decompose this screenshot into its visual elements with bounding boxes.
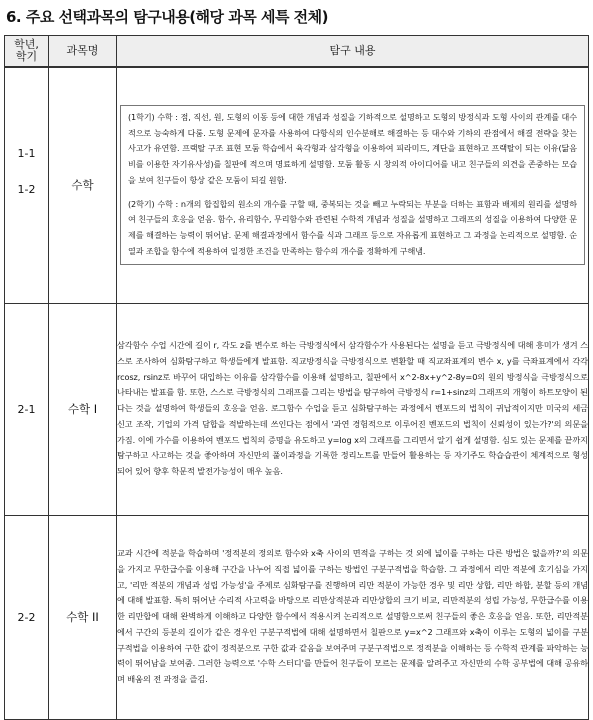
content-paragraph: (2학기) 수학 : n개의 합집합의 원소의 개수를 구할 때, 중복되는 것을 빼고 누락되는 부분을 더하는 표함과 배제의 원리를 설명하여 친구들의 호응을 얻음. 함수, 유리함수, 무리함수와 관련된 수학적 개념과 성질을 설명하고 그래프의 성질을 이용하여 다양한 문제를 해결하는 능력이 뛰어남. 문제 해결과정에서 함수를 식과 그래프 등으로 자유롭게 표현하고 그 과정을 논리적으로 설명함. 순열과 조합을 함수에 적용하여 일정한 조건을 만족하는 함수의 개수를 정확하게 구해냄.: [128, 198, 577, 256]
content-cell: 교과 시간에 적분을 학습하며 '정적분의 정의로 함수와 x축 사이의 면적을 구하는 것 외에 넓이를 구하는 다른 방법은 없을까?'의 의문을 가지고 무한급수를 이용해 구간을 나누어 직접 넓이를 구하는 방법인 구분구적법을 학습함. 그 과정에서 리만 적분에 호기심을 가지고, '리만 적분의 개념과 성립 가능성'을 주제로 심화탐구를 진행하며 리만 적분이 가능한 경우 및 리만 상합, 리만 하합, 분할 등의 개념에 대해 발표함. 특히 뛰어난 수리적 사고력을 바탕으로 리만상적분과 리만상합의 크기 비교, 리만적분의 성립 가능성, 무한급수를 이용한 리만합에 대해 완벽하게 이해하고 다양한 함수에서 적용시켜 논리적으로 설명함으로써 친구들의 좋은 호응을 얻음. 또한, 리만적분에서 구간의 등분의 길이가 같은 경우인 구분구적법에 대해 설명하면서 칠판으로 y=x^2 그래프와 x축이 이루는 도형의 넓이를 구분구적법을 이용하여 구한 값이 정적분으로 구한 값과 같음을 보여주며 구분구적법으로 정적분을 이해하는 등 수학적 관계를 파악하는 능력이 뛰어남을 보여줌. 그러한 능력으로 '수학 스터디'를 만들어 친구들이 모르는 문제를 알려주고 자신만의 수학 공부법에 대해 공유하며 배움의 전 과정을 즐김.: [117, 515, 589, 719]
subject-cell: 수학: [49, 67, 117, 303]
term-cell: 2-2: [5, 515, 49, 719]
header-term: [5, 36, 49, 68]
table-row: [5, 303, 589, 515]
inquiry-table: [4, 35, 589, 720]
header-content: 탐구 내용: [117, 36, 589, 68]
subject-cell: 수학 I: [49, 303, 117, 515]
content-box: [120, 105, 585, 265]
table-row: [5, 67, 589, 303]
term-label: 1-1: [17, 147, 36, 160]
table-header-row: [5, 36, 589, 68]
table-row: [5, 515, 589, 719]
content-cell: [117, 67, 589, 303]
subject-cell: 수학 II: [49, 515, 117, 719]
term-label: 1-2: [17, 183, 36, 196]
header-subject: 과목명: [49, 36, 117, 68]
term-cell: [5, 67, 49, 303]
section-heading: 6. 주요 선택과목의 탐구내용(해당 과목 세특 전체): [6, 8, 328, 26]
content-cell: 삼각함수 수업 시간에 길이 r, 각도 z를 변수로 하는 극방정식에서 삼각함수가 사용된다는 설명을 듣고 극방정식에 대해 흥미가 생겨 스스로 조사하여 심화탐구하고 학생들에게 발표함. 직교방정식을 극방정식으로 변환할 때 직교좌표계의 변수 x, y를 극좌표계에서 각각 rcosz, rsinz로 바꾸어 대입하는 이유를 삼각함수를 이용해 설명하고, 칠판에서 x^2-8x+y^2-8y=0의 원의 방정식을 극방정식으로 나타내는 발표를 함. 또한, 스스로 극방정식의 그래프를 그리는 방법을 탐구하여 극방정식 r=1+sinz의 그래프의 개형이 하트모양이 된다는 것을 설명하여 학생들의 호응을 얻음. 로그함수 수업을 듣고 심화탐구하는 과정에서 벤포드의 법칙이 귀납적이지만 미국의 세금 신고 조작, 기업의 가격 담합을 적발하는데 쓰인다는 점에서 '과연 경험적으로 이루어진 벤포드의 법칙이 신뢰성이 있는가?'의 의문을 가짐. 이에 가수를 이용하여 벤포드 법칙의 증명을 유도하고 y=log x의 그래프를 그리면서 알기 쉽게 설명함. 심도 있는 문제를 끝까지 탐구하고 사고하는 것을 좋아하며 자신만의 풀이과정을 기록한 정리노트를 만들어 활용하는 등 자기주도 학습습관이 체계적으로 형성되어 있어 향후 학문적 발전가능성이 매우 높음.: [117, 303, 589, 515]
content-paragraph: (1학기) 수학 : 점, 직선, 원, 도형의 이동 등에 대한 개념과 성질을 기하적으로 설명하고 도형의 방정식과 도형 사이의 관계를 대수적으로 능숙하게 다룸. 도형 문제에 문자를 사용하여 다항식의 인수분해로 해결하는 등 대수와 기하의 관점에서 해결 전략을 찾는 사고가 유연함. 프랙탈 구조 표현 모둠 학습에서 육각형과 삼각형을 이용하여 피라미드, 계단을 표현하고 프랙탈이 되는 이유(닮음비를 이용한 자기유사성)를 칠판에 적으며 명료하게 설명함. 모둠 활동 시 창의적 아이디어를 내고 친구들의 의견을 존중하는 모습을 보여 친구들이 항상 같은 모둠이 되길 원함.: [128, 112, 577, 185]
header-term-line: 학년,: [14, 38, 39, 51]
header-term-line: 학기: [15, 50, 38, 63]
term-cell: 2-1: [5, 303, 49, 515]
